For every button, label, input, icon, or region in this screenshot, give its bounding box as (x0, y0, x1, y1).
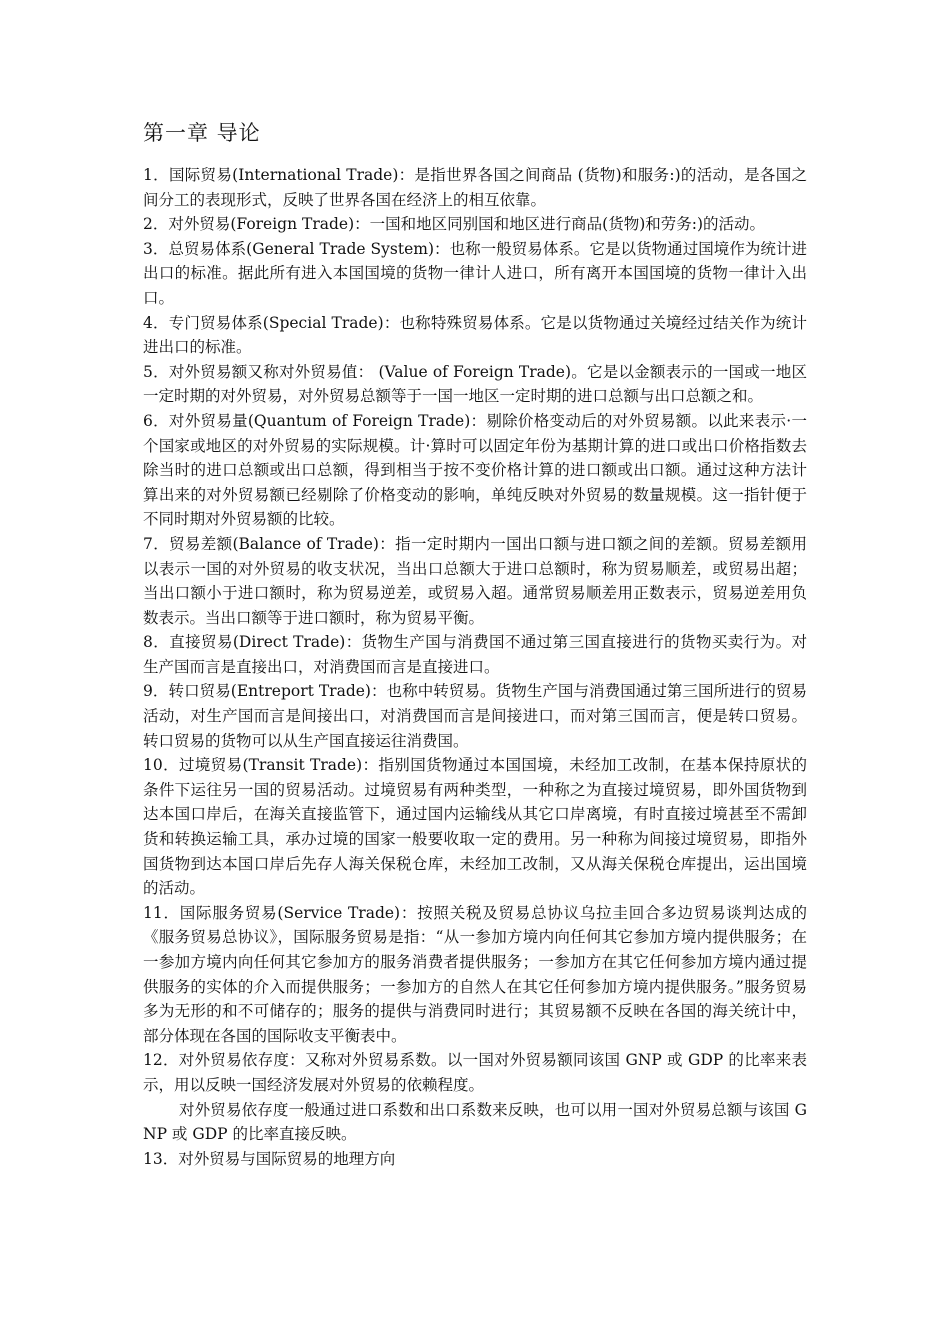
paragraph-12-trade-dependence: 12．对外贸易依存度：又称对外贸易系数。以一国对外贸易额同该国 GNP 或 GDP 的比率来表示，用以反映一国经济发展对外贸易的依赖程度。 (143, 1051, 807, 1094)
paragraph-12-continuation: 对外贸易依存度一般通过进口系数和出口系数来反映，也可以用一国对外贸易总额与该国 GNP 或 GDP 的比率直接反映。 (143, 1100, 807, 1144)
document-body (143, 118, 807, 1171)
paragraph-13-geographic-direction: 13．对外贸易与国际贸易的地理方向 (143, 1149, 396, 1168)
paragraph-1-international-trade: 1．国际贸易(International Trade)：是指世界各国之间商品 (货物)和服务:)的活动，是各国之间分工的表现形式，反映了世界各国在经济上的相互依靠。 (143, 166, 807, 209)
paragraph-7-balance-of-trade: 7．贸易差额(Balance of Trade)：指一定时期内一国出口额与进口额之间的差额。贸易差额用以表示一国的对外贸易的收支状况，当出口总额大于进口总额时，称为贸易顺差，或贸易出超；当出口额小于进口额时，称为贸易逆差，或贸易入超。通常贸易顺差用正数表示，贸易逆差用负数表示。当出口额等于进口额时，称为贸易平衡。 (143, 534, 807, 627)
paragraph-4-special-trade: 4．专门贸易体系(Special Trade)：也称特殊贸易体系。它是以货物通过关境经过结关作为统计进出口的标准。 (143, 313, 807, 357)
chapter-title: 第一章 导论 (143, 121, 261, 145)
paragraph-2-foreign-trade: 2．对外贸易(Foreign Trade)：一国和地区同别国和地区进行商品(货物)和劳务:)的活动。 (143, 215, 766, 234)
paragraph-9-entreport-trade: 9．转口贸易(Entreport Trade)：也称中转贸易。货物生产国与消费国通过第三国所进行的贸易活动，对生产国而言是间接出口，对消费国而言是间接进口，而对第三国而言，便是转口贸易。转口贸易的货物可以从生产国直接运往消费国。 (143, 682, 807, 750)
paragraph-3-general-trade-system: 3．总贸易体系(General Trade System)：也称一般贸易体系。它是以货物通过国境作为统计进出口的标准。据此所有进入本国国境的货物一律计人进口，所有离开本国国境的货物一律计入出口。 (143, 239, 807, 307)
paragraph-11-service-trade: 11．国际服务贸易(Service Trade)：按照关税及贸易总协议乌拉圭回合多边贸易谈判达成的《服务贸易总协议》，国际服务贸易是指：“从一参加方境内向任何其它参加方境内提供服务；在一参加方境内向任何其它参加方的服务消费者提供服务；一参加方在其它任何参加方境内通过提供服务的实体的介入而提供服务；一参加方的自然人在其它任何参加方境内提供服务。”服务贸易多为无形的和不可储存的；服务的提供与消费同时进行；其贸易额不反映在各国的海关统计中，部分体现在各国的国际收支平衡表中。 (143, 903, 807, 1045)
paragraph-8-direct-trade: 8．直接贸易(Direct Trade)：货物生产国与消费国不通过第三国直接进行的货物买卖行为。对生产国而言是直接出口，对消费国而言是直接进口。 (143, 633, 807, 676)
paragraph-10-transit-trade: 10．过境贸易(Transit Trade)：指别国货物通过本国国境，未经加工改制，在基本保持原状的条件下运往另一国的贸易活动。过境贸易有两种类型，一种称之为直接过境贸易，即外国货物到达本国口岸后，在海关直接监管下，通过国内运输线从其它口岸离境，有时直接过境甚至不需卸货和转换运输工具，承办过境的国家一般要收取一定的费用。另一种称为间接过境贸易，即指外国货物到达本国口岸后先存人海关保税仓库，未经加工改制，又从海关保税仓库提出，运出国境的活动。 (143, 756, 807, 898)
paragraph-5-value-of-foreign-trade: 5．对外贸易额又称对外贸易值： (Value of Foreign Trade)。它是以金额表示的一国或一地区一定时期的对外贸易，对外贸易总额等于一国一地区一定时期的进口总额与出口总额之和。 (143, 362, 807, 406)
paragraph-6-quantum-of-foreign-trade: 6．对外贸易量(Quantum of Foreign Trade)：剔除价格变动后的对外贸易额。以此来表示·一个国家或地区的对外贸易的实际规模。计·算时可以固定年份为基期计算的进口或出口价格指数去除当时的进口总额或出口总额，得到相当于按不变价格计算的进口额或出口额。通过这种方法计算出来的对外贸易额已经剔除了价格变动的影响，单纯反映对外贸易的数量规模。这一指针便于不同时期对外贸易额的比较。 (143, 411, 807, 529)
